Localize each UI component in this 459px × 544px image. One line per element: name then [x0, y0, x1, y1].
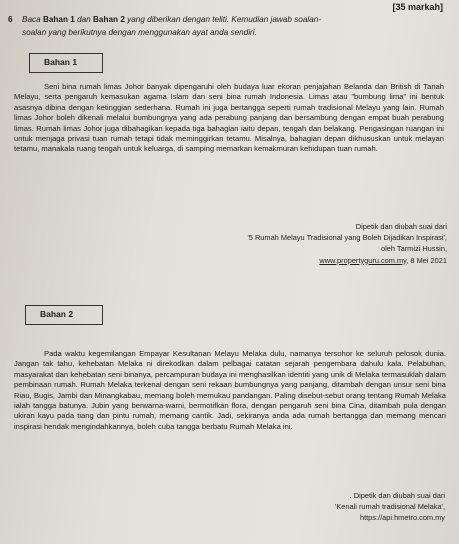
source2-paragraph: Pada waktu kegemilangan Empayar Kesultanan Melayu Melaka dulu, namanya tersohor ke seluruh pelosok dunia. Jangan tak tahu, kehebatan Melaka ni direkodkan dalam pelbagai catatan sejarah pengembara dahulu kala. Pelabuhan, masyarakat dan kehebatan seni binanya, percampuran budaya ini menghasilkan identiti yang unik di Melaka termasuklah dalam pembinaan rumah. Rumah Melaka terkenal dengan seni rekaan bumbungnya yang panjang, ditambah dengan unsur seni bina Riau, Bugis, Jambi dan Minangkabau, memang boleh memukau pandangan. Paling disebut-sebut orang tentang Rumah Melaka ialah tangga batunya. Jubin yang berwarna-warni, bermotifkan flora, dengan pengaruh seni bina Cina, ditambah pula dengan ukiran kayu pada tiang dan pintu rumah, memang cantik. Jadi, sekiranya anda ada rumah bertangga dan memang mencari inspirasi hendak mengindahkannya, boleh cuba tangga berbatu Rumah Melaka ini.: [14, 349, 446, 431]
source2-label: Bahan 2: [25, 305, 103, 325]
instruction-part: yang diberikan dengan teliti. Kemudian jawab soalan-: [124, 15, 322, 24]
source1-cite-url[interactable]: www.propertyguru.com.my: [319, 255, 407, 265]
question-instruction: [8, 14, 448, 26]
source2-cite-line1: . Dipetik dan diubah suai dari: [349, 491, 445, 500]
instruction-source2-ref: Bahan 2: [93, 15, 125, 24]
source1-cite-author: oleh Tarmizi Hussin,: [381, 244, 447, 254]
question-instruction-line2: soalan yang berikutnya dengan menggunakan ayat anda sendiri.: [22, 28, 257, 37]
marks-label: [35 markah]: [392, 2, 443, 12]
instruction-part: Baca: [22, 15, 43, 24]
source1-cite-date: , 8 Mei 2021: [406, 255, 447, 265]
source1-cite-line1: Dipetik dan diubah suai dari: [355, 222, 447, 231]
source1-cite-title: '5 Rumah Melayu Tradisional yang Boleh Dijadikan Inspirasi',: [247, 233, 447, 243]
instruction-source1-ref: Bahan 1: [42, 15, 75, 24]
source2-cite-url[interactable]: https://api.hmetro.com.my: [359, 513, 445, 523]
question-number: 6: [8, 15, 13, 24]
source2-cite-title: 'Kenali rumah tradisional Melaka',: [334, 502, 445, 512]
source1-citation: [127, 221, 447, 266]
instruction-part: dan: [74, 15, 94, 24]
source2-citation: [125, 490, 445, 524]
source1-cite-url-line: [127, 255, 447, 266]
source1-label: Bahan 1: [29, 53, 103, 73]
source1-paragraph: Seni bina rumah limas Johor banyak dipengaruhi oleh budaya luar ekoran penjajahan Belanda dan British di Tanah Melayu, serta pengaruh kemasukan agama Islam dan seni bina rumah Indonesia. Limas atau "bumbung lima" ini bentuk asasnya dibina dengan ketinggian sederhana. Rumah ini juga bertangga seperti rumah tradisional Melayu yang lain. Rumah limas Johor boleh dikenali melalui bumbungnya yang ada perabung panjang dan bersambung dengan empat buah perabung limas. Rumah limas Johor juga dibahagikan kepada tiga bahagian iaitu depan, tengah dan belakang. Pengasingan ruangan ini untuk menjaga privasi tuan rumah tetapi tidak meminggirkan tetamu. Misalnya, bahagian depan dikhususkan untuk melayan tetamu, manakala ruang tengah untuk keluarga, di samping memarkan kemakmuran kehidupan tuan rumah.: [14, 82, 444, 154]
